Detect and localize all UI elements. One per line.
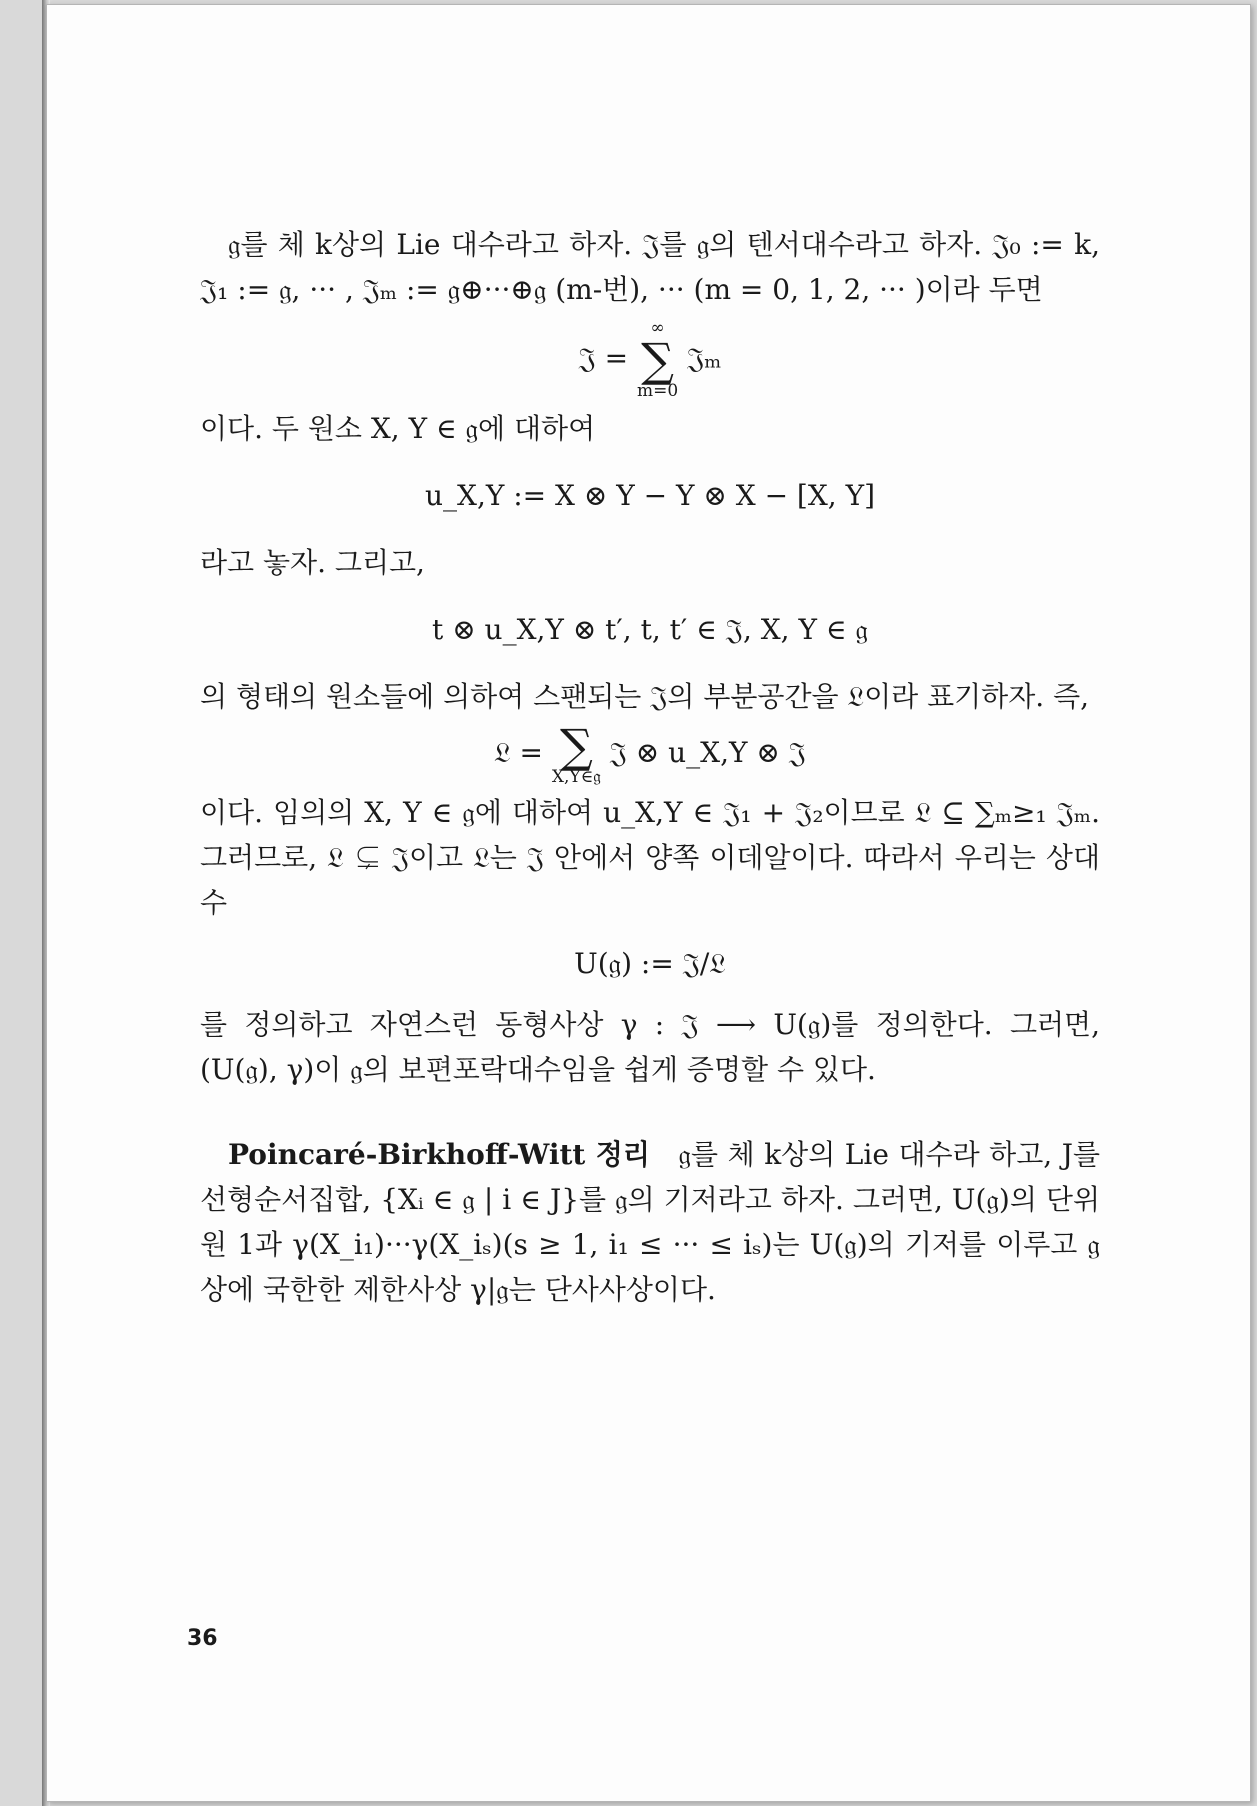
paragraph-let: 라고 놓자. 그리고,: [200, 546, 425, 579]
sum-lower-limit: m=0: [637, 381, 679, 401]
paragraph-universal: 를 정의하고 자연스런 동형사상 γ : 𝔍 ⟶ U(𝔤)를 정의한다. 그러면, (U(𝔤), γ)이 𝔤의 보편포락대수임을 쉽게 증명할 수 있다.: [200, 1008, 1100, 1086]
theorem-title: Poincaré-Birkhoff-Witt 정리: [228, 1138, 650, 1171]
sum-upper-limit: ∞: [650, 318, 665, 338]
equation-tensor-sum: [200, 320, 1100, 400]
equation-quotient: U(𝔤) := 𝔍/𝔏: [574, 947, 726, 980]
sum-symbol: ∑: [641, 333, 675, 387]
equation-lhs: 𝔍 =: [578, 341, 629, 375]
equation-ideal-sum: [200, 719, 1100, 787]
paragraph-elements: 이다. 두 원소 X, Y ∈ 𝔤에 대하여: [200, 412, 596, 445]
equation-u-definition: u_X,Y := X ⊗ Y − Y ⊗ X − [X, Y]: [425, 479, 875, 512]
theorem-body: 𝔤를 체 k상의 Lie 대수라 하고, J를 선형순서집합, {Xᵢ ∈ 𝔤 | i ∈ J}를 𝔤의 기저라고 하자. 그러면, U(𝔤)의 단위원 1과 γ(X_i₁)···γ(X_iₛ)(s ≥ 1, i₁ ≤ ··· ≤ iₛ)는 U(𝔤)의 기저를 이루고 𝔤상에 국한한 제한사상 γ|𝔤는 단사사상이다.: [200, 1138, 1100, 1306]
sum-symbol: ∑: [559, 719, 593, 773]
theorem-pbw: [200, 1132, 1100, 1312]
paragraph-subspace: 의 형태의 원소들에 의하여 스팬되는 𝔍의 부분공간을 𝔏이라 표기하자. 즉,: [200, 680, 1090, 713]
page-body: [200, 222, 1100, 1312]
sum-lower-limit: X,Y∈𝔤: [551, 767, 601, 787]
equation-rhs: 𝔍 ⊗ u_X,Y ⊗ 𝔍: [609, 736, 806, 769]
page-number: 36: [187, 1626, 218, 1651]
sum-operator: [551, 719, 601, 787]
equation-span-elements: t ⊗ u_X,Y ⊗ t′, t, t′ ∈ 𝔍, X, Y ∈ 𝔤: [432, 613, 868, 646]
equation-lhs: 𝔏 =: [494, 736, 544, 769]
equation-rhs: 𝔍ₘ: [687, 341, 722, 375]
sum-operator: [637, 320, 678, 400]
paragraph-definition: 𝔤를 체 k상의 Lie 대수라고 하자. 𝔍를 𝔤의 텐서대수라고 하자. 𝔍₀ := k, 𝔍₁ := 𝔤, ··· , 𝔍ₘ := 𝔤⊕···⊕𝔤 (m-번), ··· (m = 0, 1, 2, ··· )이라 두면: [200, 228, 1100, 306]
paragraph-ideal: 이다. 임의의 X, Y ∈ 𝔤에 대하여 u_X,Y ∈ 𝔍₁ + 𝔍₂이므로 𝔏 ⊆ ∑ₘ≥₁ 𝔍ₘ. 그러므로, 𝔏 ⊊ 𝔍이고 𝔏는 𝔍 안에서 양쪽 이데알이다. 따라서 우리는 상대수: [200, 796, 1100, 919]
